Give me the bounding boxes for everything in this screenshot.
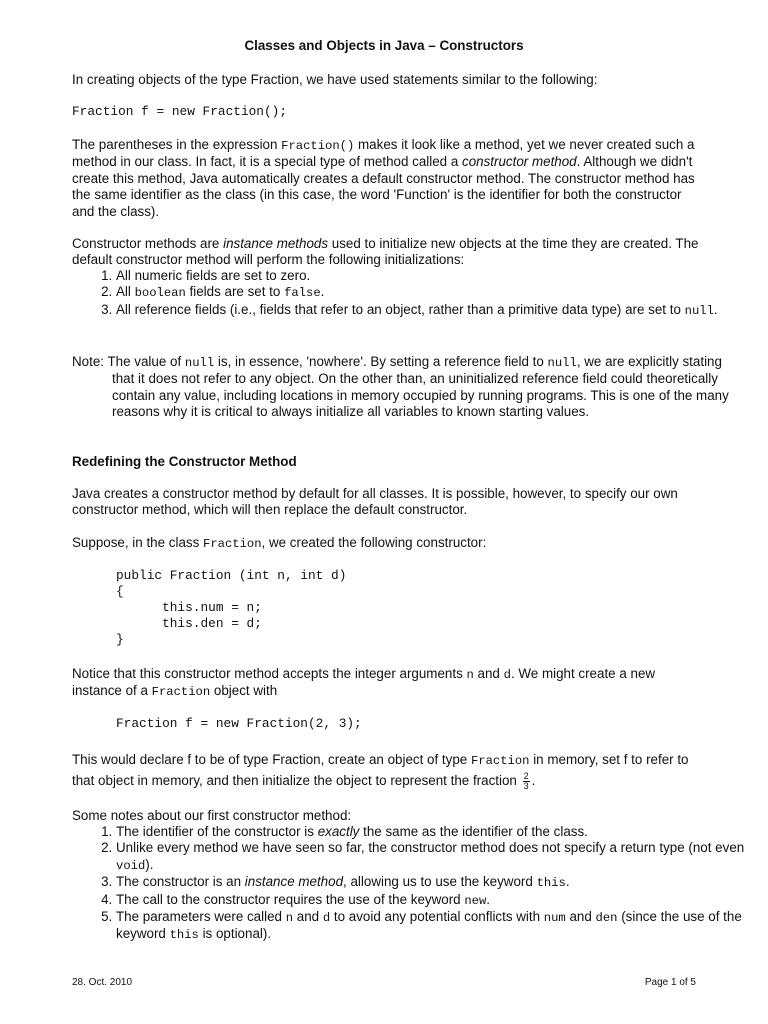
paragraph-instance-methods: Constructor methods are instance methods used to initialize new objects at the time they are created. The default constructor method will perform the following initializations: [72, 236, 699, 268]
list-item: 4. The call to the constructor requires the use of the keyword new. [116, 892, 746, 909]
list-item: 2. All boolean fields are set to false. [116, 284, 746, 301]
page-title: Classes and Objects in Java – Constructors [244, 38, 524, 53]
footer-date: 28. Oct. 2010 [72, 977, 133, 988]
section-heading: Redefining the Constructor Method [72, 454, 297, 469]
list-item: 3. All reference fields (i.e., fields that refer to an object, rather than a primitive data type) are set to null. [116, 302, 746, 319]
paragraph-constructor-intro: The parentheses in the expression Fraction() makes it look like a method, yet we never created such a method in our class. In fact, it is a special type of method called a constructor method. Although we didn't create this method, Java automatically creates a default constructor method. The constructor method has the same identifier as the class (in this case, the word 'Function' is the identifier for both the constructor and the class). [72, 137, 695, 219]
paragraph-notes-intro: Some notes about our first constructor method: [72, 808, 352, 823]
code-snippet-instantiation: Fraction f = new Fraction(2, 3); [116, 716, 362, 731]
paragraph-declare: This would declare f to be of type Fraction, create an object of type Fraction in memory, set f to refer to that object in memory, and then initialize the object to represent the fraction $\frac{2}{3}$ . [72, 752, 689, 791]
initialization-list [72, 268, 746, 319]
footer-page-number: Page 1 of 5 [644, 977, 696, 988]
list-item: 1. All numeric fields are set to zero. [116, 268, 746, 284]
fraction-two-thirds: $\frac{2}{3}$ [523, 770, 529, 791]
list-item: 2. Unlike every method we have seen so far, the constructor method does not specify a return type (not even void). [116, 840, 746, 874]
code-snippet-constructor: public Fraction (int n, int d) { this.num = n; this.den = d; } [116, 568, 347, 647]
list-item: 3. The constructor is an instance method, allowing us to use the keyword this. [116, 874, 746, 891]
paragraph-suppose: Suppose, in the class Fraction, we created the following constructor: [72, 535, 487, 551]
paragraph-arguments: Notice that this constructor method accepts the integer arguments n and d. We might create a new instance of a Fraction object with [72, 666, 656, 700]
paragraph-default-constructor: Java creates a constructor method by default for all classes. It is possible, however, to specify our own constructor method, which will then replace the default constructor. [72, 486, 678, 518]
constructor-notes-list [72, 824, 746, 944]
intro-paragraph: In creating objects of the type Fraction, we have used statements similar to the following: [72, 72, 598, 87]
code-snippet-1: Fraction f = new Fraction(); [72, 104, 288, 119]
note-paragraph: Note: The value of null is, in essence, 'nowhere'. By setting a reference field to null, we are explicitly stating that it does not refer to any object. On the other than, an uninitialized reference field could theoretically contain any value, including locations in memory occupied by running programs. This is one of the many reasons why it is critical to always initialize all variables to known starting values. [72, 354, 729, 420]
list-item: 1. The identifier of the constructor is exactly the same as the identifier of the class. [116, 824, 746, 840]
list-item: 5. The parameters were called n and d to avoid any potential conflicts with num and den (since the use of the keyword this is optional). [116, 909, 746, 944]
